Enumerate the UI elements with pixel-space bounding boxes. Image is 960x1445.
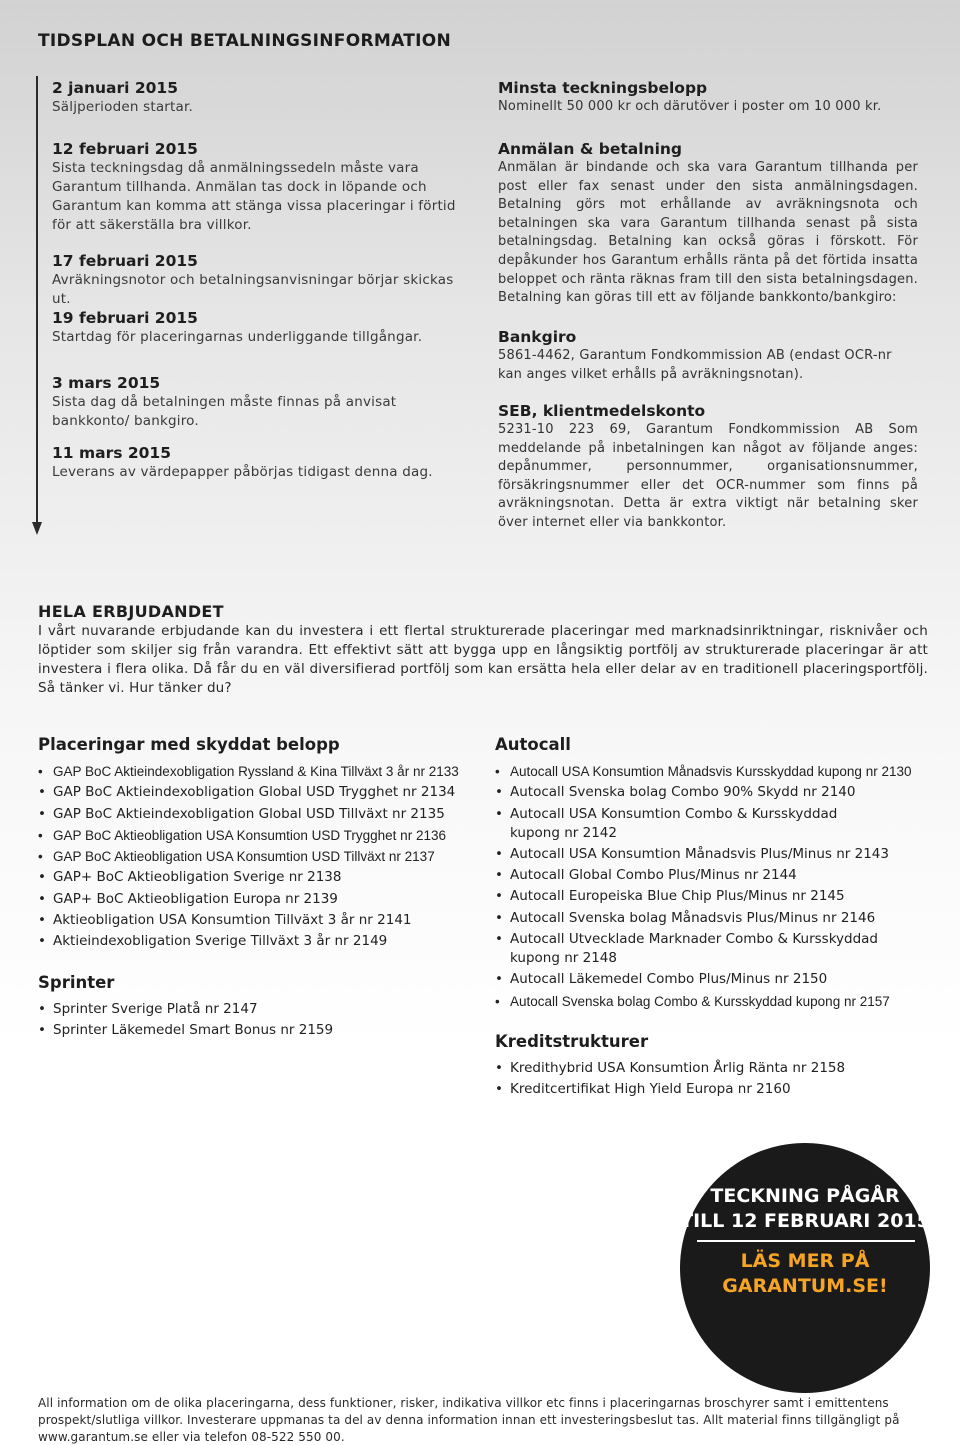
list-item: • Kreditcertifikat High Yield Europa nr 2160 — [495, 1080, 940, 1099]
timeline-date: 12 februari 2015 — [52, 140, 198, 158]
list-item: • Aktieindexobligation Sverige Tillväxt 3 år nr 2149 — [38, 932, 478, 951]
list-item: • GAP BoC Aktieindexobligation Global USD Tillväxt nr 2135 — [38, 805, 478, 824]
timeline-item — [52, 444, 470, 482]
product-group-heading: Kreditstrukturer — [495, 1032, 649, 1051]
info-text: Nominellt 50 000 kr och därutöver i poster om 10 000 kr. — [498, 99, 882, 114]
timeline-text: Säljperioden startar. — [52, 99, 194, 115]
product-group-heading: Sprinter — [38, 973, 115, 992]
timeline-text: Startdag för placeringarnas underliggande tillgångar. — [52, 329, 423, 345]
list-item: • Sprinter Läkemedel Smart Bonus nr 2159 — [38, 1021, 478, 1040]
timeline-item — [52, 79, 470, 117]
timeline-item — [52, 309, 470, 347]
list-item: • Autocall USA Konsumtion Combo & Kursskyddad kupong nr 2142 — [495, 805, 855, 843]
product-group-autocall — [495, 734, 940, 1013]
badge-divider — [697, 1240, 915, 1242]
list-item: • Autocall Svenska bolag Månadsvis Plus/Minus nr 2146 — [495, 909, 940, 928]
info-text: Anmälan är bindande och ska vara Garantum tillhanda per post eller fax senast under den sista anmälningsdagen. Betalning görs mot erhållande av avräkningsnota och betalningen ska vara Garantum tillhanda senast på sista betalningsdag. Betalning kan också göras i förskott. För depåkunder hos Garantum erhålls ränta på det förtida insatta beloppet och ränta räknas fram till den sista betalningsdagen. Betalning kan göras till ett av följande bankkonto/bankgiro: — [498, 160, 918, 306]
product-list — [495, 1059, 940, 1099]
timeline-date: 3 mars 2015 — [52, 374, 161, 392]
list-item: • Autocall Läkemedel Combo Plus/Minus nr 2150 — [495, 970, 940, 989]
list-item: • Autocall Utvecklade Marknader Combo & Kursskyddad kupong nr 2148 — [495, 930, 905, 968]
timeline-date: 2 januari 2015 — [52, 79, 178, 97]
timeline-date: 17 februari 2015 — [52, 252, 198, 270]
list-item: • Kredithybrid USA Konsumtion Årlig Ränta nr 2158 — [495, 1059, 940, 1078]
list-item: • GAP BoC Aktieobligation USA Konsumtion USD Trygghet nr 2136 — [38, 826, 478, 845]
product-group-heading: Autocall — [495, 735, 571, 754]
timeline-text: Avräkningsnotor och betalningsanvisningar börjar skickas ut. — [52, 272, 454, 307]
footer-disclaimer: All information om de olika placeringarna, dess funktioner, risker, indikativa villkor etc finns i placeringarnas broschyrer samt i emittentens prospekt/slutliga villkor. Investerare uppmanas ta del av denna information innan ett investeringsbeslut tas. Allt material finns tillgängligt på www.garantum.se eller via telefon 08-522 550 00. — [38, 1396, 900, 1444]
timeline-text: Leverans av värdepapper påbörjas tidigast denna dag. — [52, 464, 433, 480]
arrow-down-icon — [32, 522, 42, 535]
info-heading: Anmälan & betalning — [498, 140, 683, 158]
page-title: TIDSPLAN OCH BETALNINGSINFORMATION — [38, 31, 452, 51]
badge-cta[interactable]: LÄS MER PÅ — [740, 1250, 870, 1272]
list-item: • GAP BoC Aktieobligation USA Konsumtion USD Tillväxt nr 2137 — [38, 847, 478, 866]
offer-text: I vårt nuvarande erbjudande kan du investera i ett flertal strukturerade placeringar med marknadsinriktningar, risknivåer och löptider som skiljer sig från varandra. Ett effektivt sätt att bygga upp en långsiktig portfölj av strukturerade placeringar är att investera i flera olika. Då får du en väl diversifierad portfölj som kan ersätta hela eller delar av en traditionell placeringsportfölj. Så tänker vi. Hur tänker du? — [38, 623, 928, 696]
product-group-heading: Placeringar med skyddat belopp — [38, 735, 340, 754]
info-text: 5231-10 223 69, Garantum Fondkommission AB Som meddelande på inbetalningen kan något av följande anges: depånummer, personnummer, organisationsnummer, försäkringsnummer eller det OCR-nummer som finns på avräkningsnotan. Detta är extra viktigt när betalning sker över internet eller via bankkontor. — [498, 422, 918, 530]
list-item: • Autocall Svenska bolag Combo 90% Skydd nr 2140 — [495, 783, 940, 802]
timeline-item — [52, 252, 470, 309]
timeline-date: 11 mars 2015 — [52, 444, 171, 462]
list-item: • GAP BoC Aktieindexobligation Global USD Trygghet nr 2134 — [38, 783, 478, 802]
product-list — [495, 762, 940, 1011]
info-heading: Minsta teckningsbelopp — [498, 79, 708, 97]
list-item: • Aktieobligation USA Konsumtion Tillväxt 3 år nr 2141 — [38, 911, 478, 930]
timeline-text: Sista dag då betalningen måste finnas på anvisat bankkonto/ bankgiro. — [52, 394, 397, 429]
badge-cta-link[interactable]: GARANTUM.SE! — [722, 1275, 888, 1297]
list-item: • GAP+ BoC Aktieobligation Europa nr 2139 — [38, 890, 478, 909]
product-list — [38, 762, 478, 951]
info-minimum-amount — [498, 79, 918, 117]
list-item: • GAP+ BoC Aktieobligation Sverige nr 2138 — [38, 868, 478, 887]
product-group-protected — [38, 734, 478, 954]
timeline-item — [52, 374, 470, 431]
product-group-sprinter — [38, 972, 478, 1043]
list-item: • Sprinter Sverige Platå nr 2147 — [38, 1000, 478, 1019]
badge-headline: TECKNING PÅGÅR — [710, 1185, 900, 1207]
list-item: • Autocall USA Konsumtion Månadsvis Kursskyddad kupong nr 2130 — [495, 762, 940, 781]
badge-headline-date: TILL 12 FEBRUARI 2015 — [680, 1210, 930, 1232]
info-text: 5861-4462, Garantum Fondkommission AB (endast OCR-nr kan anges vilket erhålls på avräkningsnotan). — [498, 348, 892, 382]
list-item: • GAP BoC Aktieindexobligation Ryssland & Kina Tillväxt 3 år nr 2133 — [38, 762, 478, 781]
offer-section — [38, 602, 928, 698]
product-list — [38, 1000, 478, 1040]
timeline-text: Sista teckningsdag då anmälningssedeln måste vara Garantum tillhanda. Anmälan tas dock in löpande och Garantum kan komma att stänga vissa placeringar i förtid för att säkerställa bra villkor. — [52, 160, 456, 233]
list-item: • Autocall USA Konsumtion Månadsvis Plus/Minus nr 2143 — [495, 845, 940, 864]
product-group-credit — [495, 1031, 940, 1102]
timeline-date: 19 februari 2015 — [52, 309, 198, 327]
list-item: • Autocall Svenska bolag Combo & Kursskyddad kupong nr 2157 — [495, 992, 940, 1011]
info-heading: Bankgiro — [498, 328, 577, 346]
list-item: • Autocall Global Combo Plus/Minus nr 2144 — [495, 866, 940, 885]
timeline-item — [52, 140, 470, 235]
info-application-payment — [498, 140, 918, 308]
list-item: • Autocall Europeiska Blue Chip Plus/Minus nr 2145 — [495, 887, 940, 906]
info-seb-account — [498, 402, 918, 533]
offer-heading: HELA ERBJUDANDET — [38, 602, 224, 621]
info-heading: SEB, klientmedelskonto — [498, 402, 706, 420]
timeline-line — [36, 76, 38, 523]
info-bankgiro — [498, 328, 918, 384]
